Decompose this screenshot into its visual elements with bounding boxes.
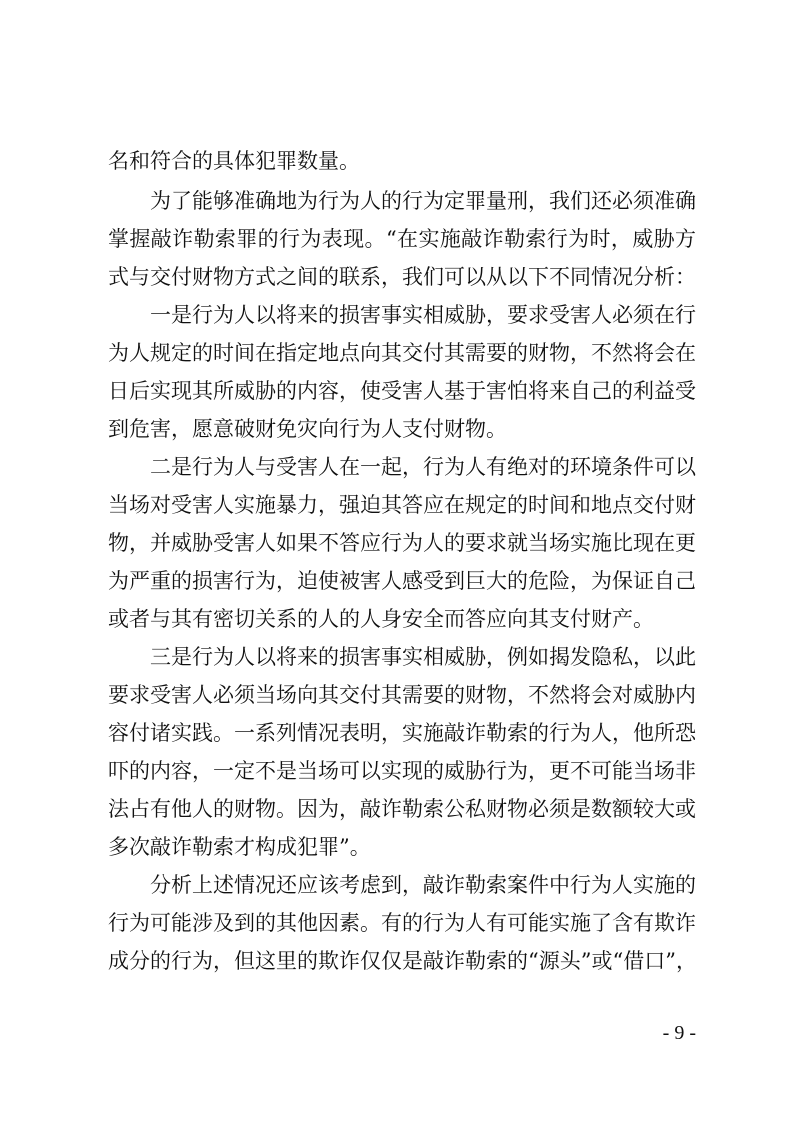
text-line-15: 要求受害人必须当场向其交付其需要的财物，不然将会对威胁内 — [108, 683, 696, 707]
text-line-10: 当场对受害人实施暴力，强迫其答应在规定的时间和地点交付财 — [108, 493, 696, 517]
text-line-20: 分析上述情况还应该考虑到，敲诈勒索案件中行为人实施的 — [150, 873, 696, 897]
text-line-8: 到危害，愿意破财免灾向行为人支付财物。 — [108, 417, 507, 441]
text-line-1: 名和符合的具体犯罪数量。 — [108, 149, 360, 173]
text-line-4: 式与交付财物方式之间的联系，我们可以从以下不同情况分析： — [108, 265, 696, 289]
text-line-16: 容付诸实践。一系列情况表明，实施敲诈勒索的行为人，他所恐 — [108, 721, 696, 745]
text-line-19: 多次敲诈勒索才构成犯罪”。 — [108, 835, 371, 859]
text-line-21: 行为可能涉及到的其他因素。有的行为人有可能实施了含有欺诈 — [108, 911, 696, 935]
text-line-6: 为人规定的时间在指定地点向其交付其需要的财物，不然将会在 — [108, 341, 696, 365]
text-line-5: 一是行为人以将来的损害事实相威胁，要求受害人必须在行 — [150, 303, 696, 327]
text-line-12: 为严重的损害行为，迫使被害人感受到巨大的危险，为保证自己 — [108, 569, 696, 593]
text-line-11: 物，并威胁受害人如果不答应行为人的要求就当场实施比现在更 — [108, 531, 696, 555]
text-line-22: 成分的行为，但这里的欺诈仅仅是敲诈勒索的“源头”或“借口”， — [108, 949, 697, 973]
text-line-3: 掌握敲诈勒索罪的行为表现。“在实施敲诈勒索行为时，威胁方 — [108, 227, 696, 251]
page-number: - 9 - — [662, 1022, 696, 1044]
text-line-9: 二是行为人与受害人在一起，行为人有绝对的环境条件可以 — [150, 455, 696, 479]
text-line-7: 日后实现其所威胁的内容，使受害人基于害怕将来自己的利益受 — [108, 379, 696, 403]
text-line-13: 或者与其有密切关系的人的人身安全而答应向其支付财产。 — [108, 607, 654, 631]
text-line-14: 三是行为人以将来的损害事实相威胁，例如揭发隐私，以此 — [150, 645, 696, 669]
text-line-17: 吓的内容，一定不是当场可以实现的威胁行为，更不可能当场非 — [108, 759, 696, 783]
text-line-2: 为了能够准确地为行为人的行为定罪量刑，我们还必须准确 — [150, 189, 696, 213]
text-line-18: 法占有他人的财物。因为，敲诈勒索公私财物必须是数额较大或 — [108, 797, 696, 821]
